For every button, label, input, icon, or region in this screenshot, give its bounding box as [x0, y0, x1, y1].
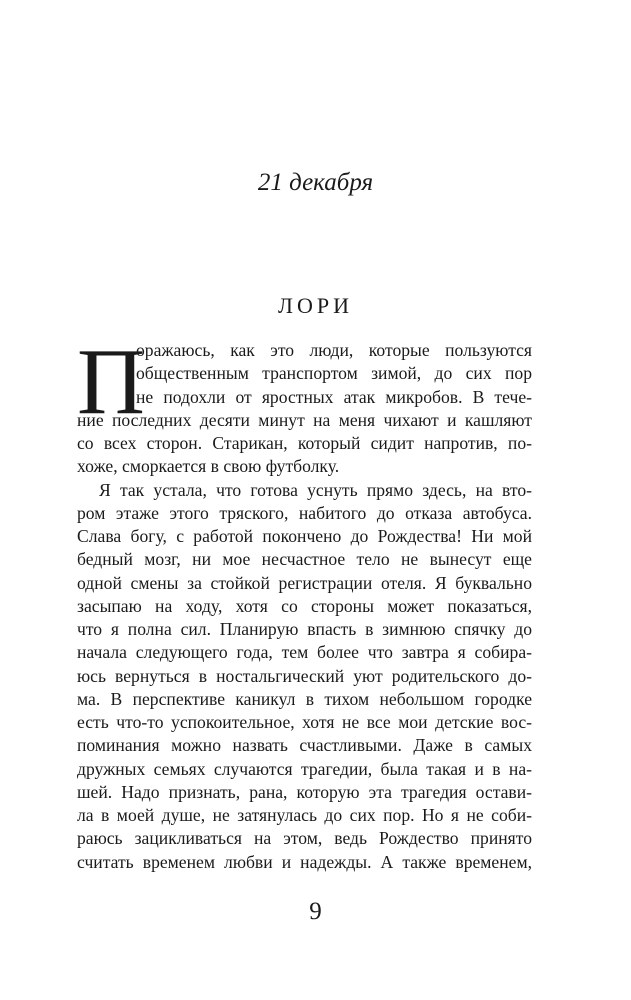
text-line: раюсь зацикливаться на этом, ведь Рождество принято — [77, 828, 532, 849]
text-line: одной смены за стойкой регистрации отеля. Я буквально — [77, 572, 532, 593]
chapter-title: ЛОРИ — [278, 293, 353, 318]
text-line: ние последних десяти минут на меня чихают и кашляют — [77, 409, 532, 430]
body-text — [77, 330, 532, 874]
text-line: шей. Надо признать, рана, которую эта трагедия остави- — [77, 781, 532, 802]
text-line: хоже, сморкается в свою футболку. — [77, 456, 340, 477]
text-line: начала следующего года, тем более что завтра я собира- — [77, 642, 532, 663]
text-line: общественным транспортом зимой, до сих пор — [136, 363, 532, 384]
page-number: 9 — [309, 898, 322, 925]
text-line: не подохли от яростных атак микробов. В тече- — [136, 386, 532, 407]
text-line: Я так устала, что готова уснуть прямо здесь, на вто- — [99, 479, 532, 500]
text-line: засыпаю на ходу, хотя со стороны может показаться, — [77, 595, 532, 616]
text-line: дружных семьях случаются трагедии, была такая и в на- — [77, 758, 532, 779]
text-line: со всех сторон. Старикан, который сидит напротив, по- — [77, 433, 532, 453]
text-line: есть что-то успокоительное, хотя не все мои детские вос- — [77, 712, 532, 732]
text-line: ром этаже этого тряского, набитого до отказа автобуса. — [77, 502, 532, 523]
text-line: юсь вернуться в ностальгический уют родительского до- — [77, 665, 532, 686]
text-line: ла в моей душе, не затянулась до сих пор. Но я не соби- — [77, 805, 532, 825]
drop-cap: П — [77, 330, 145, 434]
text-line: бедный мозг, ни мое несчастное тело не вынесут еще — [77, 549, 532, 570]
text-line: что я полна сил. Планирую впасть в зимнюю спячку до — [77, 619, 532, 639]
text-line: ма. В перспективе каникул в тихом небольшом городке — [77, 688, 532, 709]
text-line: поминания можно назвать счастливыми. Даже в самых — [77, 735, 532, 756]
text-line: Слава богу, с работой покончено до Рождества! Ни мой — [77, 526, 532, 546]
date-heading: 21 декабря — [257, 169, 374, 196]
text-line: считать временем любви и надежды. А также временем, — [77, 851, 532, 872]
text-line: оражаюсь, как это люди, которые пользуются — [136, 340, 532, 360]
